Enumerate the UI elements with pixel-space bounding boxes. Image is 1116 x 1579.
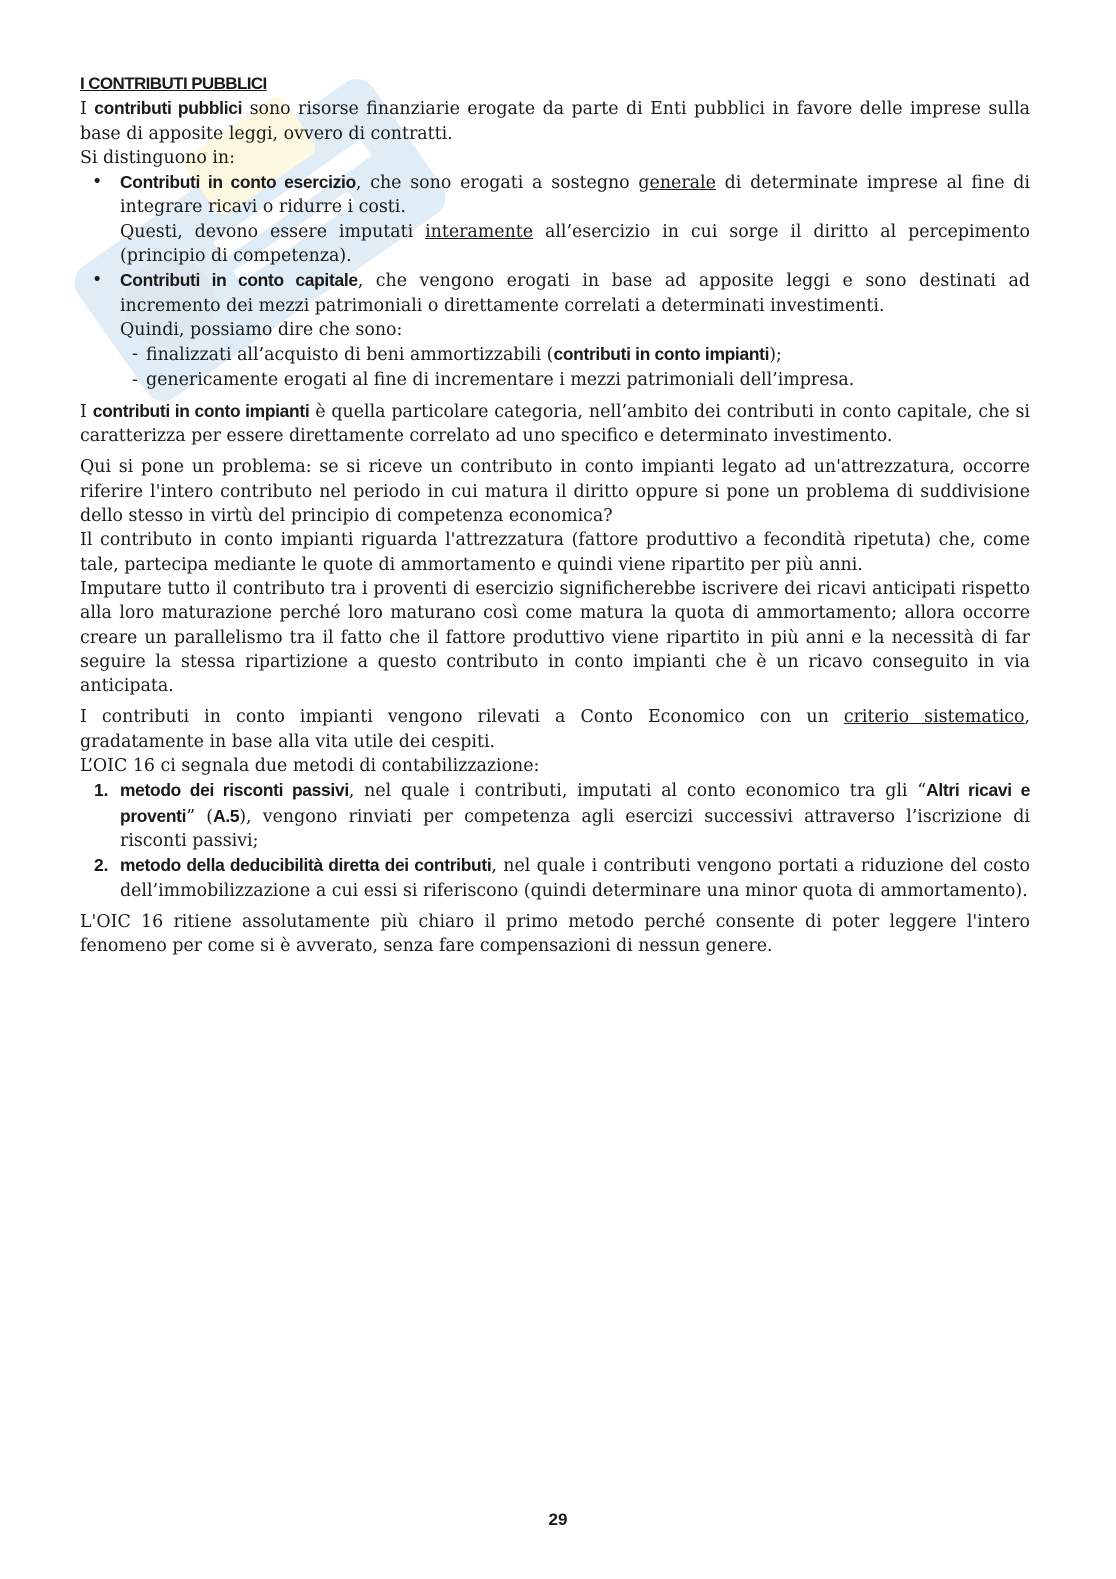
paragraph-problema: Qui si pone un problema: se si riceve un contributo in conto impianti legato ad un'attrezzatura, occorre riferire l'intero contributo nel periodo in cui matura il diritto oppure si pone un problema di suddivisione dello stesso in virtù del principio di competenza economica? [80,457,1030,527]
underlined-term: criterio sistematico [843,707,1025,728]
list-item: 1. metodo dei risconti passivi, nel quale i contributi, imputati al conto economico tra gli “Altri ricavi e proventi” (A.5), vengono rinviati per competenza agli esercizi successivi attraverso l’iscrizione di risconti passivi; [94,780,1030,851]
sub-list-item: - genericamente erogati al fine di incrementare i mezzi patrimoniali dell’impresa. [132,369,855,390]
paragraph-conclusione: L'OIC 16 ritiene assolutamente più chiaro il primo metodo perché consente di poter leggere l'intero fenomeno per come si è avverato, senza fare compensazioni di nessun genere. [80,911,1030,957]
list-number: 1. [94,780,109,801]
underlined-term: generale [638,173,716,194]
keyword: Contributi in conto capitale [120,270,358,291]
sub-list [120,342,1030,392]
paragraph-oic: L’OIC 16 ci segnala due metodi di contabilizzazione: [80,756,540,777]
list-item: • Contributi in conto esercizio, che sono erogati a sostegno generale di determinate imprese al fine di integrare ricavi o ridurre i costi. Questi, devono essere imputati interamente all’esercizio in cui sorge il diritto al percepimento (principio di competenza). [80,170,1030,268]
paragraph-attrezzatura: Il contributo in conto impianti riguarda l'attrezzatura (fattore produttivo a fecondità ripetuta) che, come tale, partecipa mediante le quote di ammortamento e quindi viene ripartito per più anni. [80,530,1030,575]
keyword: A.5 [213,805,240,826]
contributi-types-list [80,170,1030,392]
bullet-icon: • [92,172,103,193]
underlined-term: interamente [425,221,534,242]
paragraph-imputare: Imputare tutto il contributo tra i proventi di esercizio significherebbe iscrivere dei ricavi anticipati rispetto alla loro maturazione perché loro maturano così come matura la quota di ammortamento; allora occorre creare un parallelismo tra il fatto che il fattore produttivo viene ripartito in più anni e la necessità di far seguire la stessa ripartizione a questo contributo in conto impianti che è un ricavo conseguito in via anticipata. [80,578,1030,697]
intro-list-lead: Si distinguono in: [80,147,235,168]
document-page [80,72,1030,958]
bullet-icon: • [92,270,103,291]
keyword: contributi in conto impianti [92,400,310,421]
keyword: Contributi in conto esercizio [120,172,356,193]
page-number: 29 [548,1510,568,1529]
paragraph-impianti: I contributi in conto impianti è quella particolare categoria, nell’ambito dei contributi in conto capitale, che si caratterizza per essere direttamente correlato ad uno specifico e determinato investimento. [80,400,1030,447]
list-number: 2. [94,855,109,876]
section-heading: I CONTRIBUTI PUBBLICI [80,74,267,93]
sub-list-item: - finalizzati all’acquisto di beni ammortizzabili (contributi in conto impianti); [132,344,782,366]
keyword: metodo dei risconti passivi [120,780,349,801]
list-item: 2. metodo della deducibilità diretta dei contributi, nel quale i contributi vengono portati a riduzione del costo dell’immobilizzazione a cui essi si riferiscono (quindi determinare una minor quota di ammortamento). [94,855,1031,901]
list-item: • Contributi in conto capitale, che vengono erogati in base ad apposite leggi e sono destinati ad incremento dei mezzi patrimoniali o direttamente correlati a determinati investimenti. Quindi, possiamo dire che sono: - finalizzati all’acquisto di beni ammortizzabili (contributi in conto impianti); - genericamente erogati al fine di incrementare i mezzi patrimoniali dell’impresa. [80,268,1030,391]
methods-list [80,778,1030,902]
keyword: Altri ricavi e proventi [120,780,1030,826]
list-item-note: Quindi, possiamo dire che sono: [120,319,403,340]
list-item-note: Questi, devono essere imputati interamente all’esercizio in cui sorge il diritto al percepimento (principio di competenza). [120,221,1030,267]
intro-paragraph: I contributi pubblici sono risorse finanziarie erogate da parte di Enti pubblici in favore delle imprese sulla base di apposite leggi, ovvero di contratti. [80,98,1030,144]
keyword: contributi pubblici [94,98,243,119]
paragraph-criterio: I contributi in conto impianti vengono rilevati a Conto Economico con un criterio sistematico, gradatamente in base alla vita utile dei cespiti. [80,707,1030,752]
keyword: contributi in conto impianti [553,344,770,365]
keyword: metodo della deducibilità diretta dei contributi [120,855,492,876]
